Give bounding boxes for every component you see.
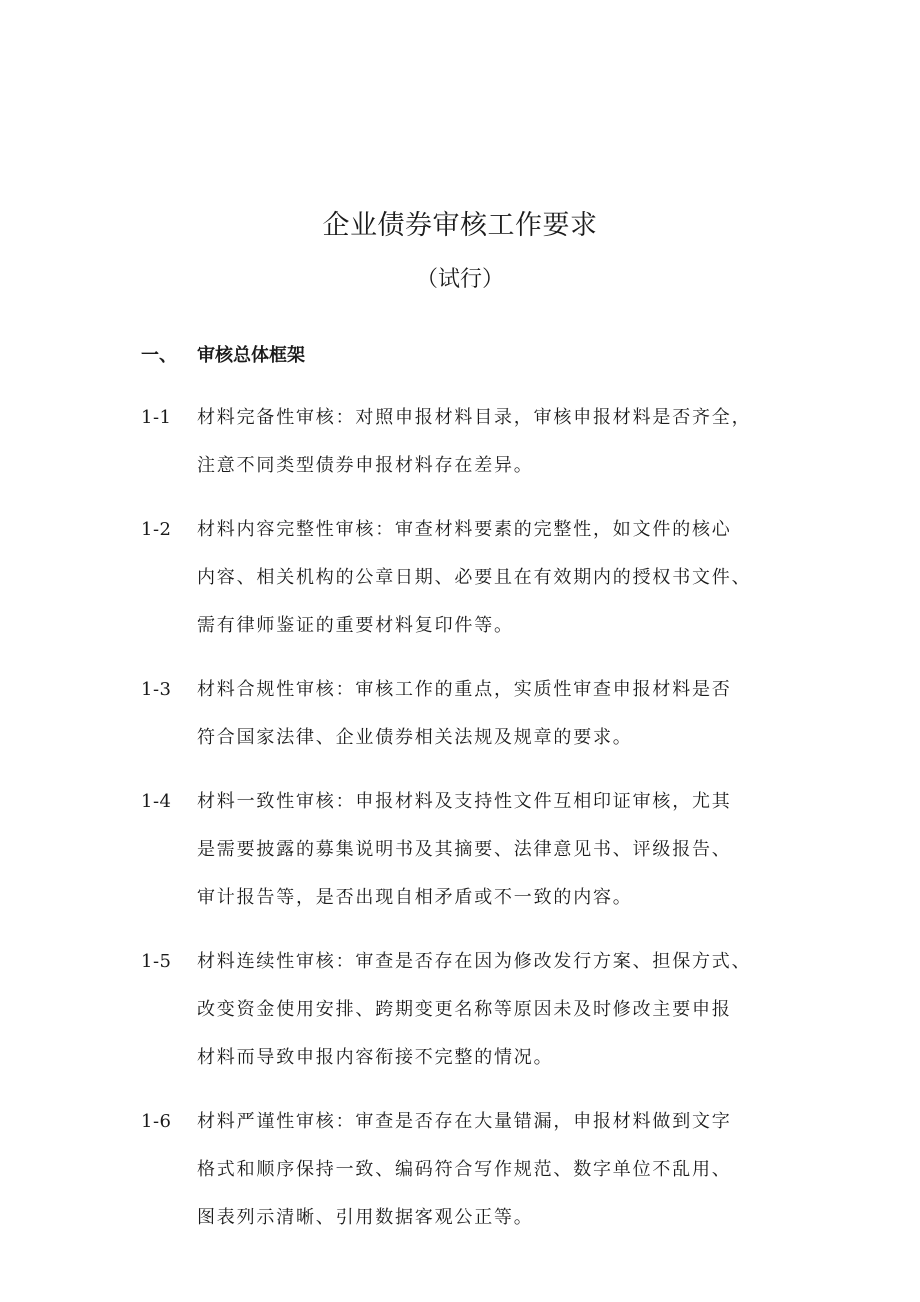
item-line: 是需要披露的募集说明书及其摘要、法律意见书、评级报告、 [197, 839, 732, 860]
item-list [141, 394, 791, 1258]
item-text [197, 1098, 791, 1242]
item-label: 1-3 [141, 679, 172, 700]
item-text [197, 394, 791, 490]
item-line: 材料内容完整性审核：审查材料要素的完整性，如文件的核心 [197, 519, 732, 540]
list-item [141, 778, 791, 922]
item-line: 格式和顺序保持一致、编码符合写作规范、数字单位不乱用、 [197, 1159, 732, 1180]
list-item [141, 394, 791, 490]
document-subtitle: （试行） [415, 267, 504, 292]
section-number: 一、 [141, 345, 177, 366]
item-line: 材料而导致申报内容衔接不完整的情况。 [197, 1047, 554, 1068]
list-item [141, 1098, 791, 1242]
item-line: 改变资金使用安排、跨期变更名称等原因未及时修改主要申报 [197, 999, 732, 1020]
item-line: 需有律师鉴证的重要材料复印件等。 [197, 615, 514, 636]
item-line: 审计报告等，是否出现自相矛盾或不一致的内容。 [197, 887, 633, 908]
item-line: 材料一致性审核：申报材料及支持性文件互相印证审核，尤其 [197, 791, 732, 812]
item-text [197, 938, 791, 1082]
item-line: 材料连续性审核：审查是否存在因为修改发行方案、担保方式、 [197, 951, 752, 972]
item-text [197, 778, 791, 922]
item-line: 材料严谨性审核：审查是否存在大量错漏，申报材料做到文字 [197, 1111, 732, 1132]
item-text [197, 666, 791, 762]
item-label: 1-5 [141, 951, 172, 972]
item-line: 符合国家法律、企业债券相关法规及规章的要求。 [197, 727, 633, 748]
list-item [141, 666, 791, 762]
item-line: 材料合规性审核：审核工作的重点，实质性审查申报材料是否 [197, 679, 732, 700]
item-text [197, 506, 791, 650]
item-label: 1-1 [141, 407, 172, 428]
list-item [141, 506, 791, 650]
item-line: 注意不同类型债券申报材料存在差异。 [197, 455, 534, 476]
section-title: 审核总体框架 [197, 345, 305, 366]
item-label: 1-6 [141, 1111, 172, 1132]
section-heading [141, 340, 305, 372]
document-title: 企业债券审核工作要求 [322, 210, 598, 241]
item-line: 材料完备性审核：对照申报材料目录，审核申报材料是否齐全， [197, 407, 752, 428]
list-item [141, 938, 791, 1082]
item-line: 内容、相关机构的公章日期、必要且在有效期内的授权书文件、 [197, 567, 752, 588]
item-label: 1-2 [141, 519, 172, 540]
item-line: 图表列示清晰、引用数据客观公正等。 [197, 1207, 534, 1228]
item-label: 1-4 [141, 791, 172, 812]
